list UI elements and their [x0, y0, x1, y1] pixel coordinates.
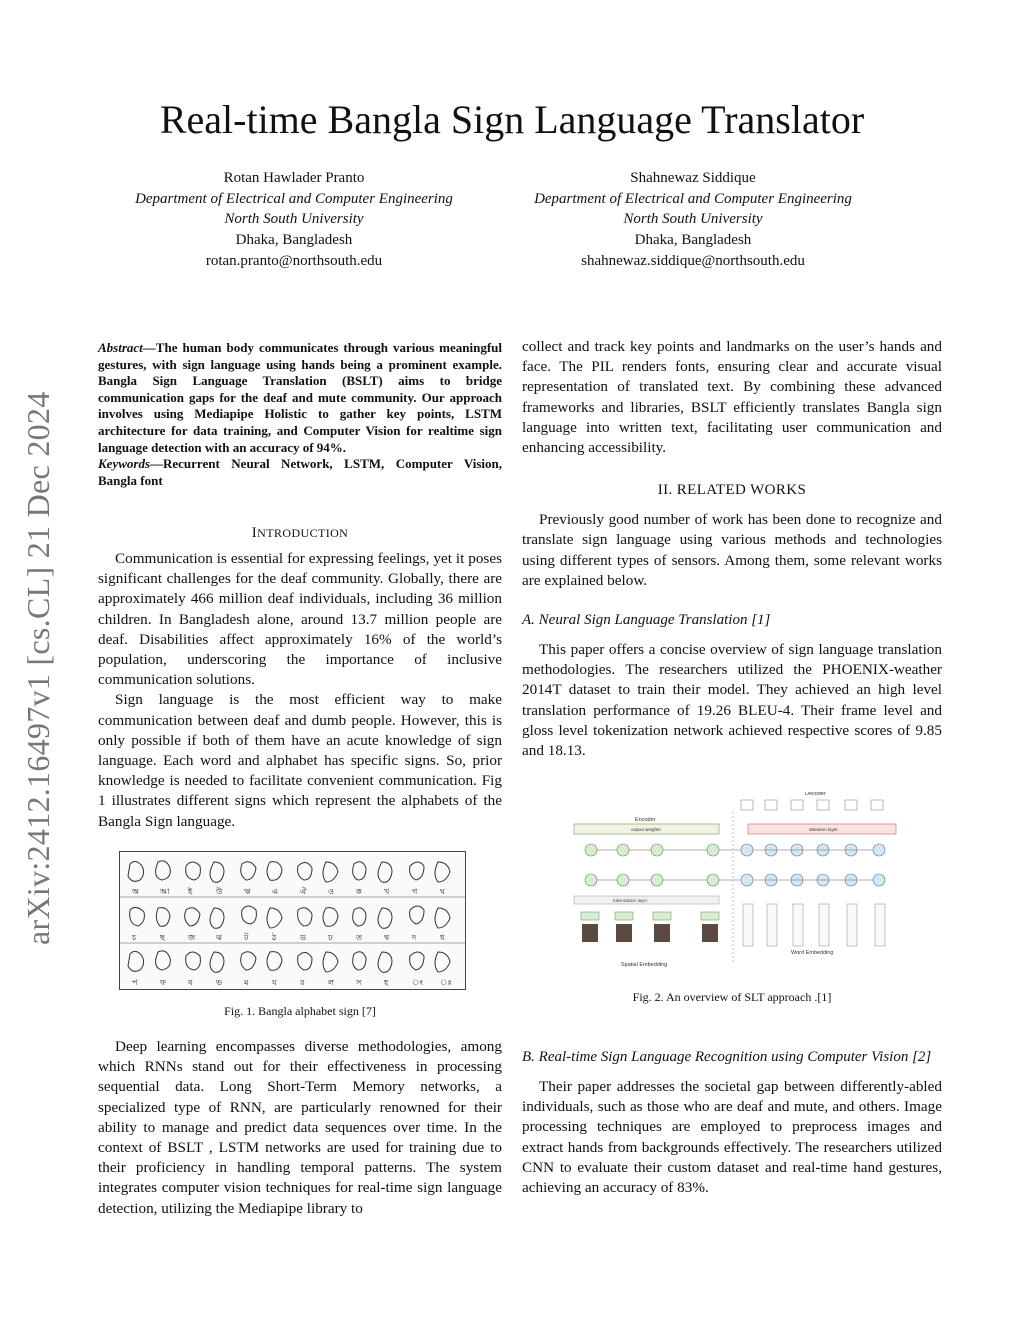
svg-text:থ: থ [384, 933, 390, 942]
bangla-alphabet-sign-figure [119, 851, 466, 990]
slt-approach-figure [573, 792, 897, 970]
intro-paragraph-1: Communication is essential for expressing feelings, yet it poses significant challenges for the deaf community. Globally, there are approximately 466 million deaf individuals, including 36 million children. In Bangladesh alone, around 13.7 million people are deaf. Disabilities affect approximately 16% of the world’s population, underscoring the importance of inclusive communication solutions. [98, 550, 502, 689]
fig2-decoder-label: Decoder [805, 792, 826, 797]
fig2-encoder-label: Encoder [635, 817, 656, 823]
svg-text:ঐ: ঐ [300, 887, 307, 896]
author-university: North South University [623, 211, 763, 228]
svg-text:ট: ট [244, 933, 249, 942]
author-email[interactable]: shahnewaz.siddique@northsouth.edu [581, 252, 805, 269]
fig2-word-embedding-label: Word Embedding [791, 950, 834, 956]
section-heading-related-works: II. RELATED WORKS [657, 482, 807, 499]
intro-paragraph-3-continued: collect and track key points and landmarks on the user’s hands and face. The PIL renders fonts, ensuring clear and accurate visual representation of translated text. By combining these advanced frameworks and libraries, BSLT efficiently translates Bangla sign language into written text, facilitating user communication and enhancing accessibility. [522, 338, 942, 457]
svg-text:ই: ই [188, 887, 193, 896]
author-name: Rotan Hawlader Pranto [223, 170, 365, 186]
svg-text:ম: ম [244, 978, 249, 987]
subsection-a-paragraph: This paper offers a concise overview of sign language translation methodologies. The researchers utilized the PHOENIX-weather 2014T dataset to train their model. They achieved an high level translation performance of 19.26 BLEU-4. Their frame level and gloss level tokenization network achieved respective scores of 9.85 and 18.13. [522, 641, 942, 760]
svg-text:ব: ব [188, 978, 193, 987]
fig2-tokenization-layer: tokenization layer [613, 898, 648, 903]
svg-text:ঢ: ঢ [328, 933, 333, 942]
svg-text:জ: জ [188, 933, 196, 942]
figure-1-caption: Fig. 1. Bangla alphabet sign [7] [224, 1004, 376, 1018]
subsection-b-title: B. Real-time Sign Language Recognition using Computer Vision [2] [522, 1049, 932, 1065]
author-block-1 [104, 168, 484, 272]
svg-text:খ: খ [384, 887, 390, 896]
figure-2-caption: Fig. 2. An overview of SLT approach .[1] [632, 990, 832, 1004]
svg-text:গ: গ [412, 887, 418, 896]
svg-text:হ: হ [384, 978, 389, 987]
section-heading-introduction [98, 523, 502, 543]
svg-text:অ: অ [132, 887, 139, 896]
right-column-bottom [522, 1047, 942, 1198]
svg-text:য: য [272, 978, 277, 987]
author-department: Department of Electrical and Computer Engineering [135, 190, 453, 207]
author-department: Department of Electrical and Computer Engineering [534, 190, 852, 207]
svg-text:আ: আ [160, 887, 170, 896]
svg-text:ঃ: ঃ [440, 978, 452, 987]
svg-text:উ: উ [216, 887, 223, 896]
intro-section [98, 523, 502, 832]
left-column [98, 340, 502, 489]
svg-text:র: র [300, 978, 305, 987]
svg-text:চ: চ [132, 933, 137, 942]
svg-text:ঠ: ঠ [272, 933, 277, 942]
svg-text:ফ: ফ [160, 978, 166, 987]
fig2-attention-layer: attention layer [809, 827, 838, 832]
svg-text:ড: ড [300, 933, 306, 942]
svg-text:ভ: ভ [216, 978, 222, 987]
related-works-paragraph: Previously good number of work has been done to recognize and translate sign language using various methods and technologies using different types of sensors. Among them, some relevant works are explained below. [522, 511, 942, 589]
svg-text:ছ: ছ [160, 933, 165, 942]
svg-text:ত: ত [356, 933, 363, 942]
arxiv-identifier[interactable]: arXiv:2412.16497v1 [cs.CL] 21 Dec 2024 [20, 391, 56, 945]
keywords [98, 456, 502, 489]
fig2-spatial-embedding-label: Spatial Embedding [621, 962, 668, 968]
right-column-top [522, 337, 942, 761]
subsection-b-paragraph: Their paper addresses the societal gap between differently-abled individuals, such as those who are deaf and mute, and others. Image processing techniques are employed to preprocess images and extract hands from backgrounds effectively. The researchers utilized CNN to evaluate their custom dataset and real-time hand gestures, achieving an accuracy of 83%. [522, 1078, 942, 1197]
author-name: Shahnewaz Siddique [630, 170, 756, 186]
svg-text:ং: ং [412, 978, 423, 987]
author-university: North South University [224, 211, 364, 228]
keywords-text: —Recurrent Neural Network, LSTM, Computer Vision, Bangla font [98, 456, 502, 488]
author-city: Dhaka, Bangladesh [235, 232, 353, 249]
svg-text:এ: এ [272, 887, 279, 896]
svg-text:ঘ: ঘ [440, 887, 445, 896]
fig2-output-weights: output weights [631, 827, 661, 832]
abstract-text: —The human body communicates through various meaningful gestures, with sign language using hands being a prominent example. Bangla Sign Language Translation (BSLT) aims to bridge communication gaps for the deaf and mute community. Our approach involves using Mediapipe Holistic to gather key points, LSTM architecture for data training, and Computer Vision for realtime sign language detection with an accuracy of 94%. [98, 340, 502, 455]
abstract [98, 340, 502, 456]
svg-text:ক: ক [356, 887, 362, 896]
intro-continued [98, 1037, 502, 1219]
abstract-label: Abstract [98, 340, 143, 355]
svg-text:ঝ: ঝ [216, 933, 223, 942]
paper-title: Real-time Bangla Sign Language Translator [159, 97, 865, 142]
subsection-a-title: A. Neural Sign Language Translation [1] [522, 612, 771, 629]
intro-paragraph-2: Sign language is the most efficient way to make communication between deaf and dumb people. However, this is only possible if both of them have an acute knowledge of sign language. Each word and alphabet has specific signs. So, prior knowledge is needed to facilitate convenient communication. Fig 1 illustrates different signs which represent the alphabets of the Bangla Sign language. [98, 691, 502, 830]
svg-text:ও: ও [328, 887, 334, 896]
svg-text:ল: ল [328, 978, 334, 987]
author-email[interactable]: rotan.pranto@northsouth.edu [205, 252, 383, 269]
keywords-label: Keywords [98, 456, 150, 472]
author-block-2 [503, 168, 883, 272]
svg-text:স: স [356, 978, 362, 987]
svg-text:ধ: ধ [440, 933, 445, 942]
intro-paragraph-3: Deep learning encompasses diverse methodologies, among which RNNs stand out for their effectiveness in processing sequential data. Long Short-Term Memory networks, a specialized type of RNN, are particularly renowned for their ability to manage and predict data sequences over time. In the context of BSLT , LSTM networks are used for training due to their proficiency in handling temporal patterns. The system integrates computer vision techniques for real-time sign language detection, utilizing the Mediapipe library to [98, 1038, 502, 1217]
svg-text:ঋ: ঋ [244, 887, 251, 896]
author-city: Dhaka, Bangladesh [634, 232, 752, 249]
heading-rest: NTRODUCTION [257, 526, 349, 540]
svg-text:প: প [132, 978, 138, 987]
heading-initial: I [251, 525, 258, 541]
svg-text:দ: দ [412, 933, 417, 942]
